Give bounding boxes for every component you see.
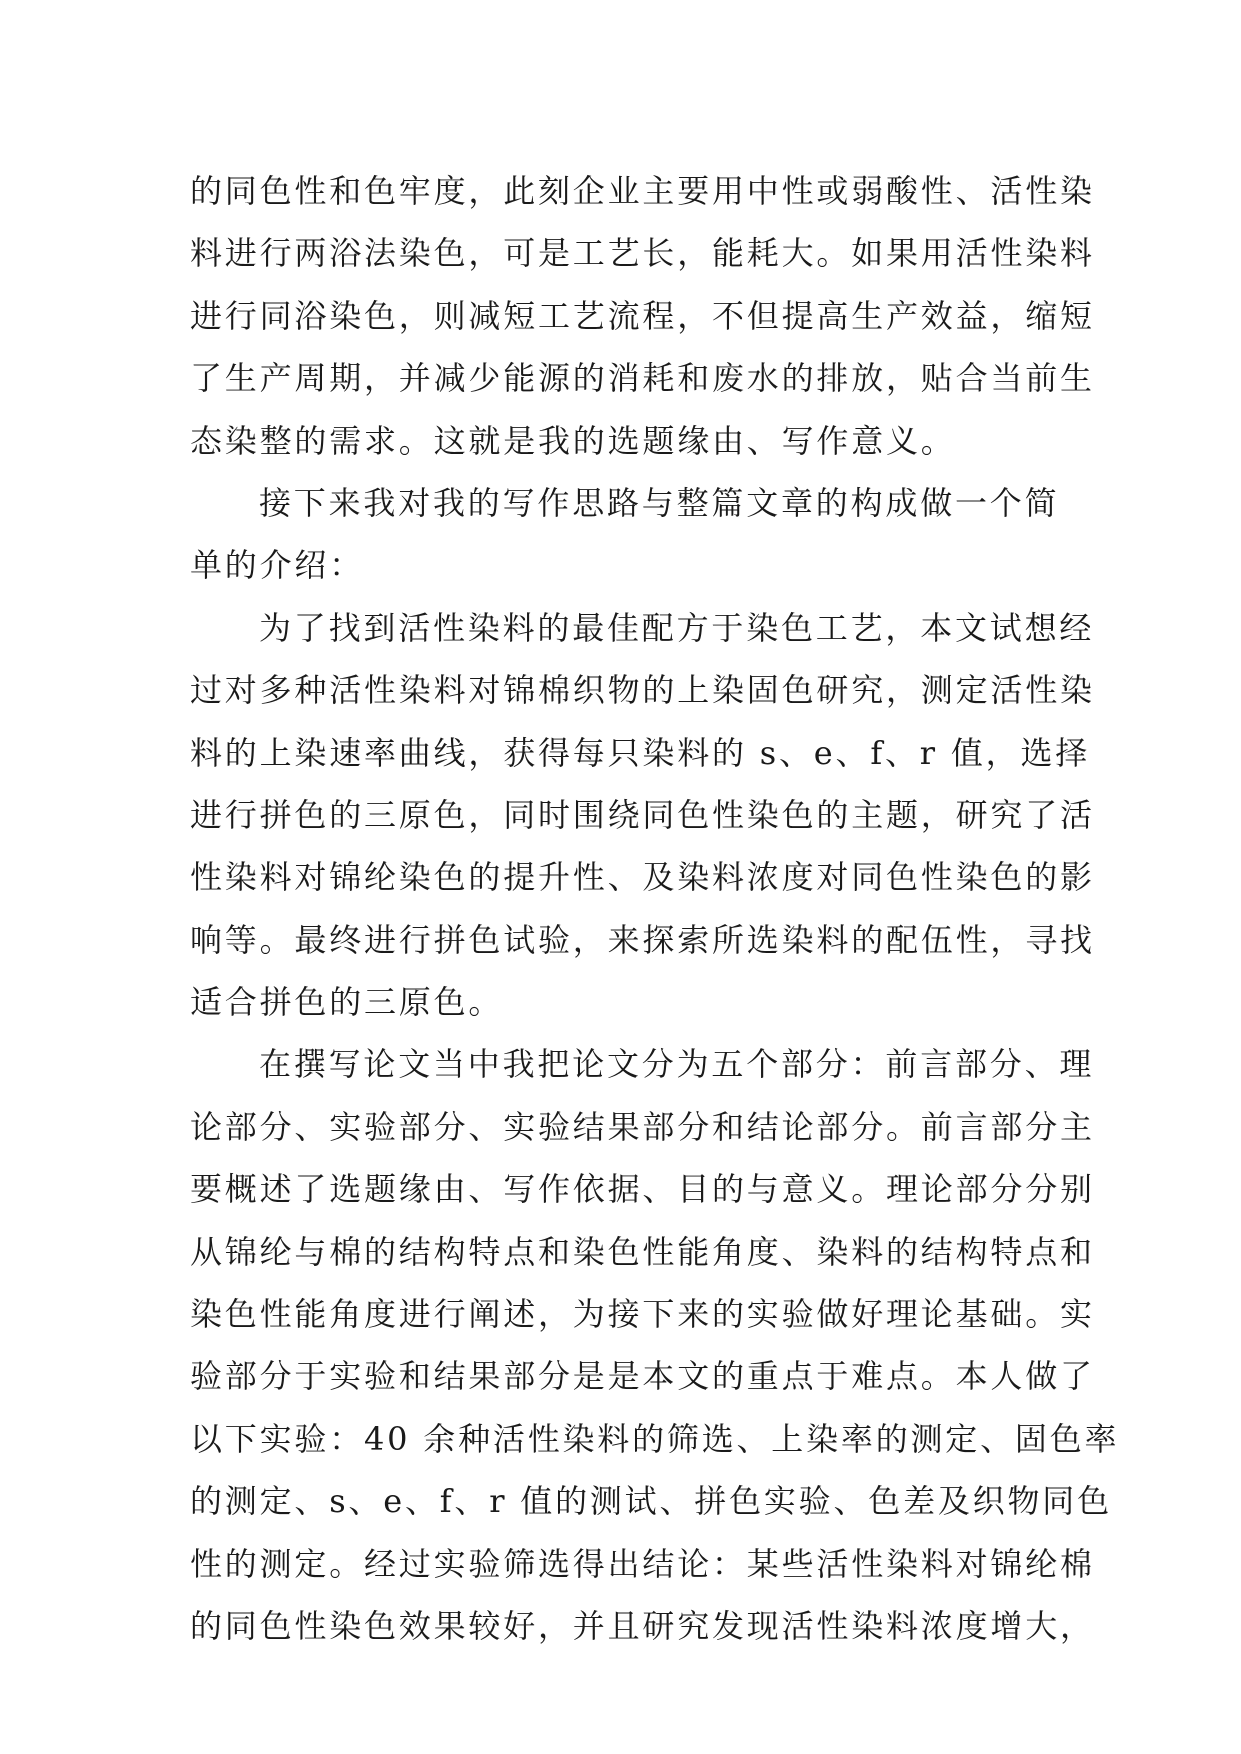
- text-line: 的同色性染色效果较好，并且研究发现活性染料浓度增大，: [190, 1606, 1095, 1645]
- text-line: 了生产周期，并减少能源的消耗和废水的排放，贴合当前生: [190, 359, 1095, 398]
- paragraph-start-line: 接下来我对我的写作思路与整篇文章的构成做一个简: [259, 483, 1060, 522]
- body-text: [190, 160, 1120, 1657]
- text-line: 的同色性和色牢度，此刻企业主要用中性或弱酸性、活性染: [190, 172, 1095, 210]
- text-line: 响等。最终进行拼色试验，来探索所选染料的配伍性，寻找: [190, 920, 1095, 959]
- text-line: 态染整的需求。这就是我的选题缘由、写作意义。: [190, 421, 956, 460]
- text-line: 进行拼色的三原色，同时围绕同色性染色的主题，研究了活: [190, 795, 1095, 834]
- text-line: 的测定、s、e、f、r 值的测试、拼色实验、色差及织物同色: [190, 1482, 1112, 1521]
- text-line: 要概述了选题缘由、写作依据、目的与意义。理论部分分别: [190, 1170, 1095, 1209]
- text-line: 染色性能角度进行阐述，为接下来的实验做好理论基础。实: [190, 1295, 1095, 1334]
- text-line: 从锦纶与棉的结构特点和染色性能角度、染料的结构特点和: [190, 1232, 1095, 1271]
- text-line: 性染料对锦纶染色的提升性、及染料浓度对同色性染色的影: [190, 858, 1095, 897]
- text-line: 适合拼色的三原色。: [190, 983, 504, 1022]
- text-line: 料进行两浴法染色，可是工艺长，能耗大。如果用活性染料: [190, 234, 1095, 273]
- paragraph-start-line: 在撰写论文当中我把论文分为五个部分：前言部分、理: [259, 1045, 1095, 1084]
- text-line: 料的上染速率曲线，获得每只染料的 s、e、f、r 值，选择: [190, 733, 1091, 772]
- text-line: 验部分于实验和结果部分是是本文的重点于难点。本人做了: [190, 1357, 1095, 1396]
- text-line: 进行同浴染色，则减短工艺流程，不但提高生产效益，缩短: [190, 296, 1095, 335]
- paragraph-start-line: 为了找到活性染料的最佳配方于染色工艺，本文试想经: [259, 608, 1095, 647]
- text-line: 以下实验：40 余种活性染料的筛选、上染率的测定、固色率: [190, 1419, 1120, 1458]
- text-line: 过对多种活性染料对锦棉织物的上染固色研究，测定活性染: [190, 671, 1095, 710]
- text-line: 论部分、实验部分、实验结果部分和结论部分。前言部分主: [190, 1107, 1095, 1146]
- text-line: 单的介绍：: [190, 546, 365, 585]
- text-line: 性的测定。经过实验筛选得出结论：某些活性染料对锦纶棉: [190, 1544, 1095, 1583]
